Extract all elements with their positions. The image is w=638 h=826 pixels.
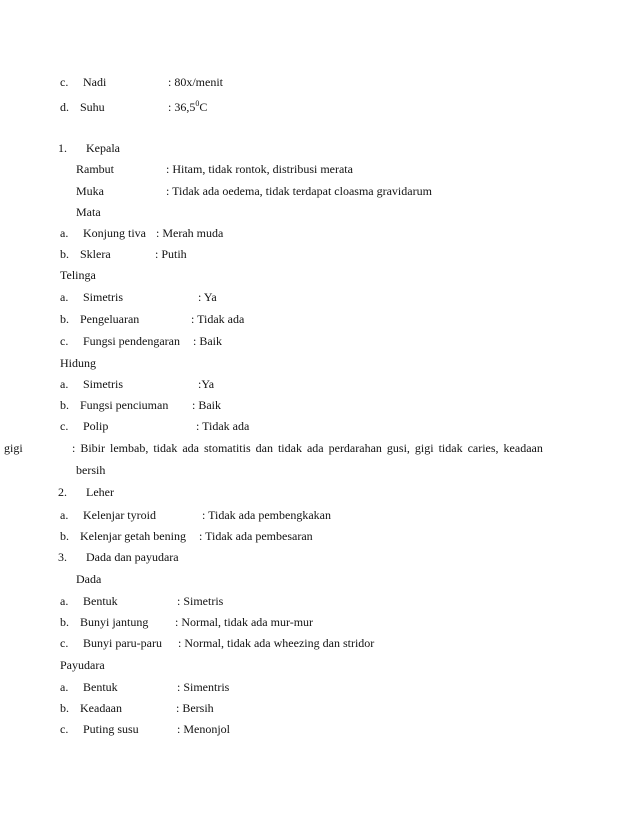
keadaan-value: : Bersih: [176, 701, 214, 715]
list-marker: d.: [60, 100, 69, 114]
puting-label: Puting susu: [83, 722, 139, 736]
list-marker: b.: [60, 312, 69, 326]
section-title-dada-payudara: Dada dan payudara: [86, 550, 179, 564]
gigi-value-continued: bersih: [76, 463, 106, 477]
list-marker: a.: [60, 377, 69, 391]
list-marker: b.: [60, 247, 69, 261]
section-number: 3.: [58, 550, 67, 564]
paru-value: : Normal, tidak ada wheezing dan stridor: [178, 636, 375, 650]
section-number: 2.: [58, 485, 67, 499]
jantung-label: Bunyi jantung: [80, 615, 149, 629]
penciuman-label: Fungsi penciuman: [80, 398, 169, 412]
dada-bentuk-label: Bentuk: [83, 594, 118, 608]
sklera-value: : Putih: [155, 247, 187, 261]
tyroid-label: Kelenjar tyroid: [83, 508, 156, 522]
nadi-label: Nadi: [83, 75, 107, 89]
list-marker: c.: [60, 334, 69, 348]
hidung-simetris-label: Simetris: [83, 377, 124, 391]
suhu-value: : 36,5$^0$C: [168, 99, 208, 114]
rambut-label: Rambut: [76, 162, 114, 176]
payudara-label: Payudara: [60, 658, 105, 672]
gigi-value: : Bibir lembab, tidak ada stomatitis dan tidak ada perdarahan gusi, gigi tidak caries, keadaan: [72, 441, 543, 455]
list-marker: c.: [60, 636, 69, 650]
rambut-value: : Hitam, tidak rontok, distribusi merata: [166, 162, 353, 176]
section-title-leher: Leher: [86, 485, 114, 499]
tyroid-value: : Tidak ada pembengkakan: [202, 508, 331, 522]
list-marker: b.: [60, 701, 69, 715]
konjungtiva-value: : Merah muda: [156, 226, 224, 240]
dada-bentuk-value: : Simetris: [177, 594, 224, 608]
puting-value: : Menonjol: [177, 722, 230, 736]
sklera-label: Sklera: [80, 247, 111, 261]
list-marker: c.: [60, 75, 69, 89]
polip-value: : Tidak ada: [196, 419, 250, 433]
getah-bening-label: Kelenjar getah bening: [80, 529, 186, 543]
nadi-value: : 80x/menit: [168, 75, 223, 89]
jantung-value: : Normal, tidak ada mur-mur: [175, 615, 314, 629]
telinga-simetris-label: Simetris: [83, 290, 124, 304]
list-marker: b.: [60, 398, 69, 412]
list-marker: c.: [60, 419, 69, 433]
section-title-kepala: Kepala: [86, 141, 120, 155]
dada-label: Dada: [76, 572, 102, 586]
pengeluaran-value: : Tidak ada: [191, 312, 245, 326]
mata-label: Mata: [76, 205, 101, 219]
list-marker: a.: [60, 594, 69, 608]
gigi-label: gigi: [4, 441, 23, 455]
hidung-label: Hidung: [60, 356, 96, 370]
section-number: 1.: [58, 141, 67, 155]
pengeluaran-label: Pengeluaran: [80, 312, 140, 326]
pendengaran-value: : Baik: [193, 334, 222, 348]
pendengaran-label: Fungsi pendengaran: [83, 334, 180, 348]
list-marker: a.: [60, 226, 69, 240]
suhu-label: Suhu: [80, 100, 105, 114]
list-marker: a.: [60, 290, 69, 304]
list-marker: b.: [60, 615, 69, 629]
telinga-simetris-value: : Ya: [198, 290, 217, 304]
hidung-simetris-value: :Ya: [198, 377, 215, 391]
list-marker: c.: [60, 722, 69, 736]
list-marker: a.: [60, 508, 69, 522]
keadaan-label: Keadaan: [80, 701, 122, 715]
payudara-bentuk-value: : Simentris: [177, 680, 230, 694]
payudara-bentuk-label: Bentuk: [83, 680, 118, 694]
paru-label: Bunyi paru-paru: [83, 636, 162, 650]
list-marker: a.: [60, 680, 69, 694]
konjungtiva-label: Konjung tiva: [83, 226, 146, 240]
penciuman-value: : Baik: [192, 398, 221, 412]
getah-bening-value: : Tidak ada pembesaran: [199, 529, 313, 543]
polip-label: Polip: [83, 419, 109, 433]
muka-label: Muka: [76, 184, 104, 198]
list-marker: b.: [60, 529, 69, 543]
muka-value: : Tidak ada oedema, tidak terdapat cloasma gravidarum: [166, 184, 432, 198]
telinga-label: Telinga: [60, 268, 96, 282]
